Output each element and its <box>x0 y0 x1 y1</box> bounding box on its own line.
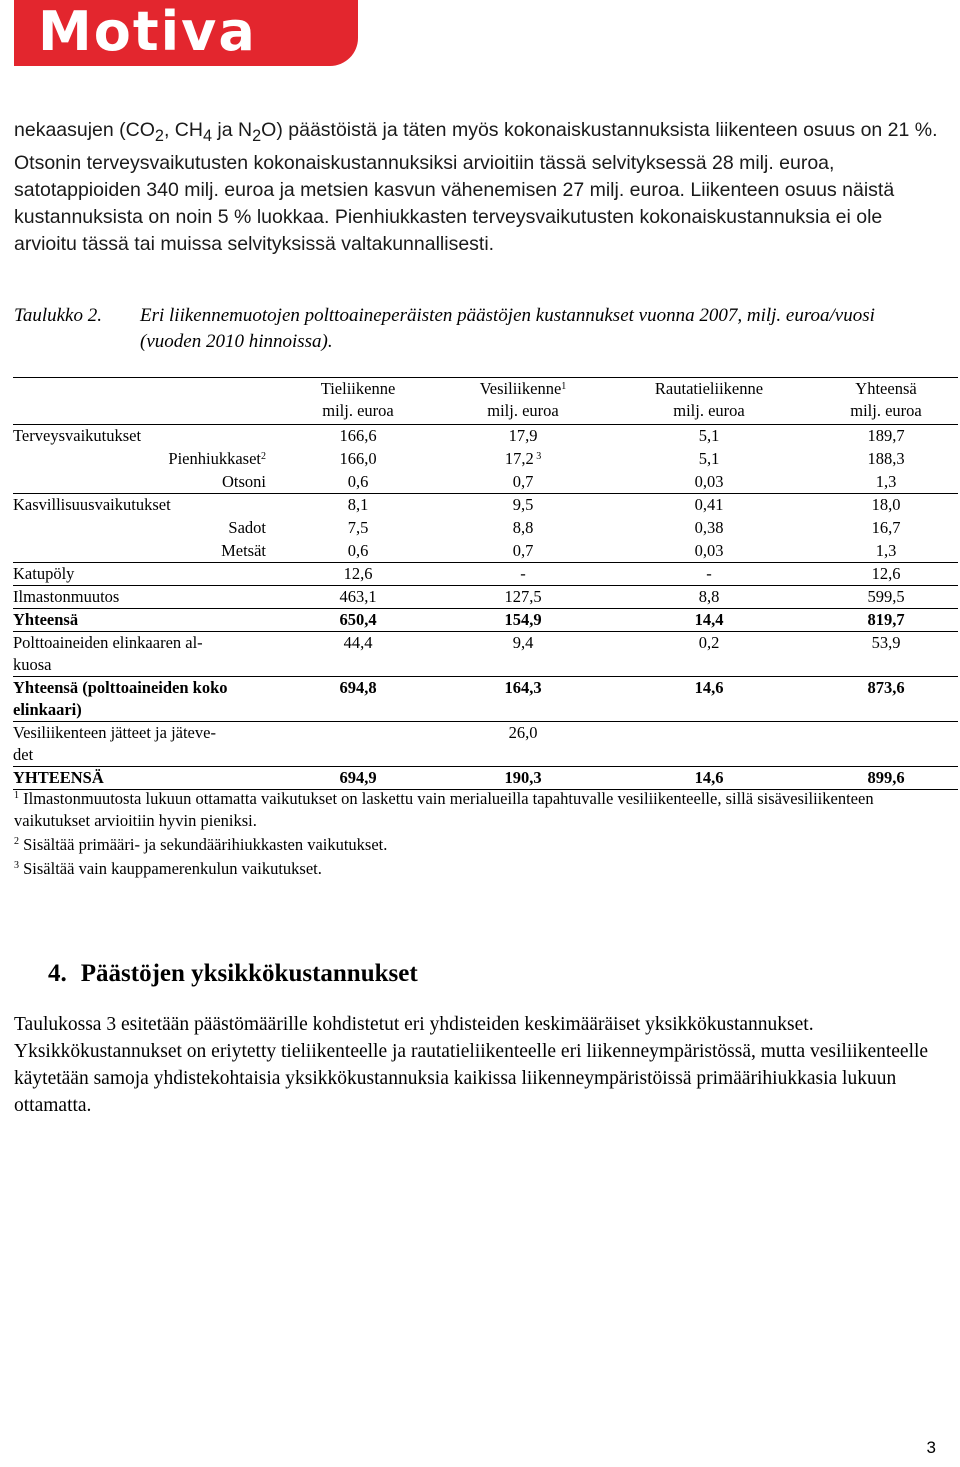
logo-text: Motiva <box>38 0 257 63</box>
row-label-continued: det <box>13 745 34 764</box>
column-unit: milj. euroa <box>850 401 922 420</box>
subscript: 4 <box>202 126 213 145</box>
table-cell: 819,7 <box>867 610 905 629</box>
section-title: Päästöjen yksikkökustannukset <box>80 960 418 987</box>
table-cell: 16,7 <box>871 518 901 537</box>
intro-text-2: , CH <box>163 119 203 141</box>
table-cell: 0,7 <box>512 541 534 560</box>
table-cell: 0,03 <box>694 541 724 560</box>
row-label: Polttoaineiden elinkaaren al- <box>13 633 203 652</box>
row-label: Yhteensä <box>13 610 79 629</box>
table-cell: 26,0 <box>508 723 538 742</box>
footnote-text: Ilmastonmuutosta lukuun ottamatta vaikutukset on laskettu vain merialueilla tapahtuvalle vesiliikenteelle, sillä sisävesiliikenteen vaikutukset arvioitiin hyvin pieniksi. <box>14 789 874 830</box>
row-label: Otsoni <box>221 472 266 491</box>
row-label: Yhteensä (polttoaineiden koko <box>13 678 228 697</box>
table-cell: - <box>520 564 526 583</box>
table-cell: 17,9 <box>508 426 538 445</box>
row-label: Katupöly <box>13 564 75 583</box>
caption-text: Eri liikennemuotojen polttoaineperäisten päästöjen kustannukset vuonna 2007, milj. euroa/vuosi (vuoden 2010 hinnoissa). <box>140 305 875 352</box>
table-cell: 1,3 <box>875 472 897 491</box>
table-cell: 12,6 <box>343 564 373 583</box>
intro-text-1: nekaasujen (CO <box>14 119 155 141</box>
body-paragraph <box>14 1011 944 1119</box>
footnote <box>14 788 944 832</box>
table-cell: 694,9 <box>339 768 377 787</box>
table-cell: 189,7 <box>867 426 905 445</box>
table-cell: 164,3 <box>504 678 542 697</box>
row-label: Pienhiukkaset$^2$ <box>168 449 266 468</box>
row-label: Kasvillisuusvaikutukset <box>13 495 171 514</box>
row-label-continued: elinkaari) <box>13 700 82 719</box>
footnote-text: Sisältää vain kauppamerenkulun vaikutukset. <box>19 859 322 878</box>
intro-paragraph <box>14 117 944 258</box>
footnote-number: 3 <box>14 860 19 871</box>
page-number: 3 <box>926 1438 936 1457</box>
footnote-text: Sisältää primääri- ja sekundäärihiukkasten vaikutukset. <box>19 835 388 854</box>
table-cell: 899,6 <box>867 768 905 787</box>
row-label: YHTEENSÄ <box>13 768 104 787</box>
table-cell: 5,1 <box>698 426 720 445</box>
table-cell: 873,6 <box>867 678 905 697</box>
table-cell: 8,1 <box>347 495 369 514</box>
column-header: Yhteensä <box>855 379 917 398</box>
table-cell: 463,1 <box>339 587 377 606</box>
section-number: 4. <box>48 960 67 987</box>
table-cell: 0,03 <box>694 472 724 491</box>
row-label: Ilmastonmuutos <box>13 587 120 606</box>
table-cell: 9,5 <box>512 495 534 514</box>
footnote <box>14 858 944 880</box>
row-label: Metsät <box>221 541 266 560</box>
subscript: 2 <box>154 126 164 145</box>
table-cell: 0,7 <box>512 472 534 491</box>
section-heading <box>48 960 432 988</box>
column-unit: milj. euroa <box>322 401 394 420</box>
table-cell: 650,4 <box>339 610 377 629</box>
table-cell: 0,6 <box>347 541 369 560</box>
table-cell: 14,6 <box>694 768 724 787</box>
table-cell: 0,41 <box>694 495 724 514</box>
table-cell: 18,0 <box>871 495 901 514</box>
footnote-number: 1 <box>14 790 19 801</box>
column-header: Vesiliikenne$^1$ <box>479 379 567 398</box>
table-cell: 44,4 <box>343 633 373 652</box>
motiva-logo <box>14 0 358 66</box>
row-label-continued: kuosa <box>13 655 52 674</box>
subscript: 2 <box>252 126 262 145</box>
column-unit: milj. euroa <box>673 401 745 420</box>
intro-text-4: O) päästöistä ja täten myös kokonaiskustannuksista liikenteen osuus on 21 %. Otsonin terveysvaikutusten kokonaiskustannuksiksi arvioitiin tässä selvityksessä 28 milj. euroa, satotappioiden 340 milj. euroa ja metsien kasvun vähenemisen 27 milj. euroa. Liikenteen osuus näistä kustannuksista on noin 5 % luokkaa. Pienhiukkasten terveysvaikutusten kokonaiskustannuksia ei ole arvioitu tässä tai muissa selvityksissä valtakunnallisesti. <box>14 119 938 255</box>
column-header: Tieliikenne <box>320 379 396 398</box>
column-header: Rautatieliikenne <box>654 379 764 398</box>
table-cell: 166,0 <box>339 449 377 468</box>
table-cell: 53,9 <box>871 633 901 652</box>
table-cell: 154,9 <box>504 610 542 629</box>
table-cell: 188,3 <box>867 449 905 468</box>
table-cell: 190,3 <box>504 768 542 787</box>
row-label: Terveysvaikutukset <box>13 426 142 445</box>
table-cell: 5,1 <box>698 449 720 468</box>
column-unit: milj. euroa <box>487 401 559 420</box>
table-cell: 1,3 <box>875 541 897 560</box>
intro-text-3: ja N <box>212 119 253 141</box>
row-label: Vesiliikenteen jätteet ja jäteve- <box>13 723 216 742</box>
body-text: Taulukossa 3 esitetään päästömäärille kohdistetut eri yhdisteiden keskimääräiset yksikkökustannukset. Yksikkökustannukset on eriytetty tieliikenteelle ja rautatieliikenteelle eri liikenneympäristössä, mutta vesiliikenteelle käytetään samoja yhdistekohtaisia yksikkökustannuksia kaikissa liikenneympäristöissä primäärihiukkasia lukuun ottamatta. <box>14 1014 929 1116</box>
table-cell: 12,6 <box>871 564 901 583</box>
footnote-number: 2 <box>14 836 19 847</box>
table-cell: - <box>706 564 712 583</box>
table-cell: 166,6 <box>339 426 377 445</box>
table-cell: 14,6 <box>694 678 724 697</box>
row-label: Sadot <box>228 518 266 537</box>
table-cell: 17,2 $^3$ <box>504 449 542 468</box>
table-cell: 8,8 <box>698 587 720 606</box>
table-cell: 7,5 <box>347 518 369 537</box>
table-cell: 0,2 <box>698 633 720 652</box>
footnote <box>14 834 944 856</box>
table-cell: 127,5 <box>504 587 542 606</box>
table-cell: 14,4 <box>694 610 724 629</box>
table-cell: 9,4 <box>512 633 534 652</box>
table-cell: 0,38 <box>694 518 724 537</box>
caption-label: Taulukko 2. <box>14 305 102 326</box>
table-cell: 599,5 <box>867 587 905 606</box>
table-cell: 694,8 <box>339 678 377 697</box>
table-cell: 8,8 <box>512 518 534 537</box>
table-cell: 0,6 <box>347 472 369 491</box>
